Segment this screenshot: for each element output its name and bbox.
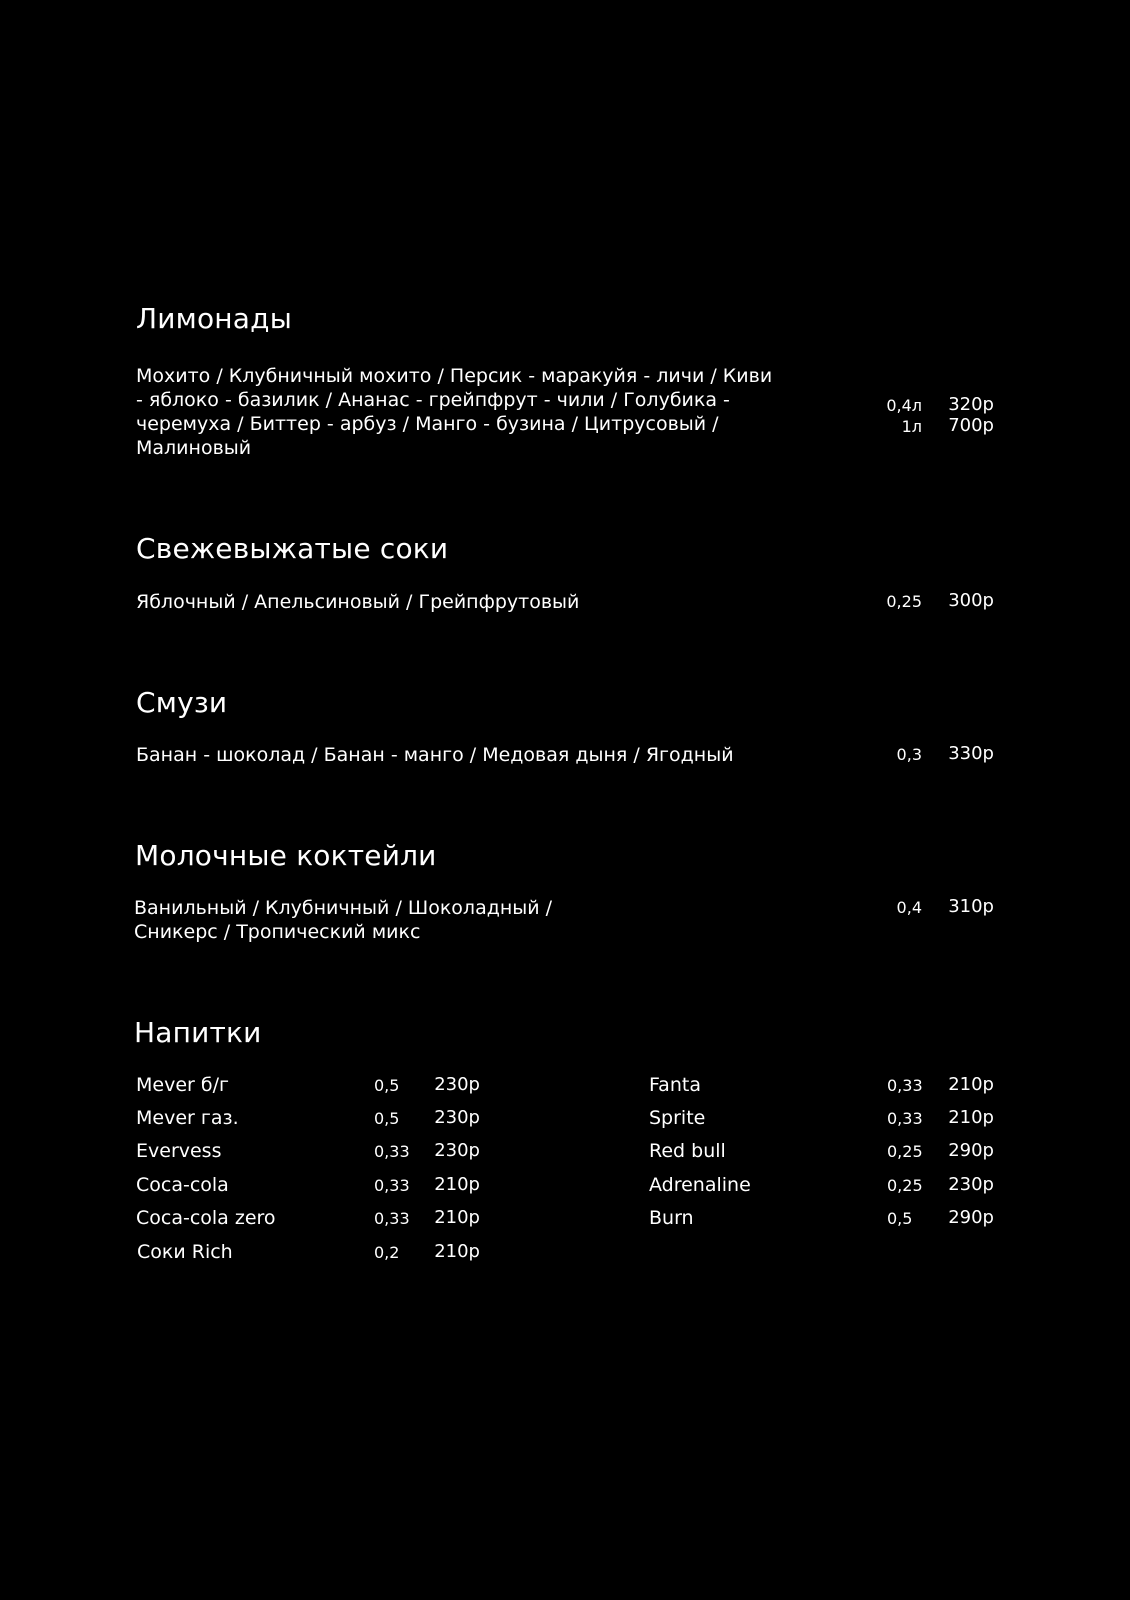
milkshakes-description: Ванильный / Клубничный / Шоколадный / Сникерс / Тропический микс: [134, 897, 553, 943]
milkshakes-volume: 0,4: [896, 898, 922, 917]
drink-volume: 0,5: [374, 1109, 400, 1128]
drink-volume: 0,33: [374, 1142, 410, 1161]
milkshakes-price: 310р: [948, 896, 994, 917]
lemonades-price-large: 700р: [948, 415, 994, 436]
drink-volume: 0,33: [887, 1076, 923, 1095]
smoothies-volume: 0,3: [896, 745, 922, 764]
drink-name: Adrenaline: [649, 1174, 751, 1196]
drink-price: 230р: [434, 1140, 480, 1161]
drink-name: Sprite: [649, 1107, 706, 1129]
drink-name: Burn: [649, 1207, 694, 1229]
lemonades-volume-large: 1л: [901, 417, 922, 436]
smoothies-price: 330р: [948, 743, 994, 764]
drink-price: 290р: [948, 1207, 994, 1228]
drink-volume: 0,25: [887, 1176, 923, 1195]
smoothies-heading: Смузи: [136, 686, 228, 719]
drink-price: 290р: [948, 1140, 994, 1161]
lemonades-description: Мохито / Клубничный мохито / Персик - маракуйя - личи / Киви - яблоко - базилик / Ананас - грейпфрут - чили / Голубика - черемуха / Биттер - арбуз / Манго - бузина / Цитрусовый / Малиновый: [136, 365, 773, 459]
drink-price: 210р: [434, 1174, 480, 1195]
drink-name: Mever газ.: [136, 1107, 239, 1129]
drink-volume: 0,25: [887, 1142, 923, 1161]
drink-name: Coca-cola: [136, 1174, 229, 1196]
drink-price: 210р: [948, 1107, 994, 1128]
juices-description: Яблочный / Апельсиновый / Грейпфрутовый: [136, 591, 580, 613]
drink-price: 210р: [948, 1074, 994, 1095]
drink-price: 230р: [434, 1074, 480, 1095]
drinks-heading: Напитки: [134, 1016, 262, 1049]
lemonades-volume-small: 0,4л: [886, 396, 922, 415]
drink-name: Coca-cola zero: [136, 1207, 276, 1229]
drink-price: 230р: [948, 1174, 994, 1195]
drink-volume: 0,33: [887, 1109, 923, 1128]
drink-price: 230р: [434, 1107, 480, 1128]
drink-name: Red bull: [649, 1140, 726, 1162]
drink-volume: 0,2: [374, 1243, 400, 1262]
milkshakes-heading: Молочные коктейли: [135, 839, 437, 872]
drink-name: Fanta: [649, 1074, 701, 1096]
lemonades-heading: Лимонады: [136, 302, 293, 335]
drink-volume: 0,5: [887, 1209, 913, 1228]
drink-price: 210р: [434, 1207, 480, 1228]
drink-price: 210р: [434, 1241, 480, 1262]
juices-volume: 0,25: [886, 592, 922, 611]
drink-name: Mever б/г: [136, 1074, 229, 1096]
drink-volume: 0,5: [374, 1076, 400, 1095]
juices-heading: Свежевыжатые соки: [136, 532, 449, 565]
drink-volume: 0,33: [374, 1209, 410, 1228]
lemonades-price-small: 320р: [948, 394, 994, 415]
drink-volume: 0,33: [374, 1176, 410, 1195]
smoothies-description: Банан - шоколад / Банан - манго / Медовая дыня / Ягодный: [136, 744, 734, 766]
drink-name: Соки Rich: [137, 1241, 233, 1263]
juices-price: 300р: [948, 590, 994, 611]
drink-name: Evervess: [136, 1140, 222, 1162]
